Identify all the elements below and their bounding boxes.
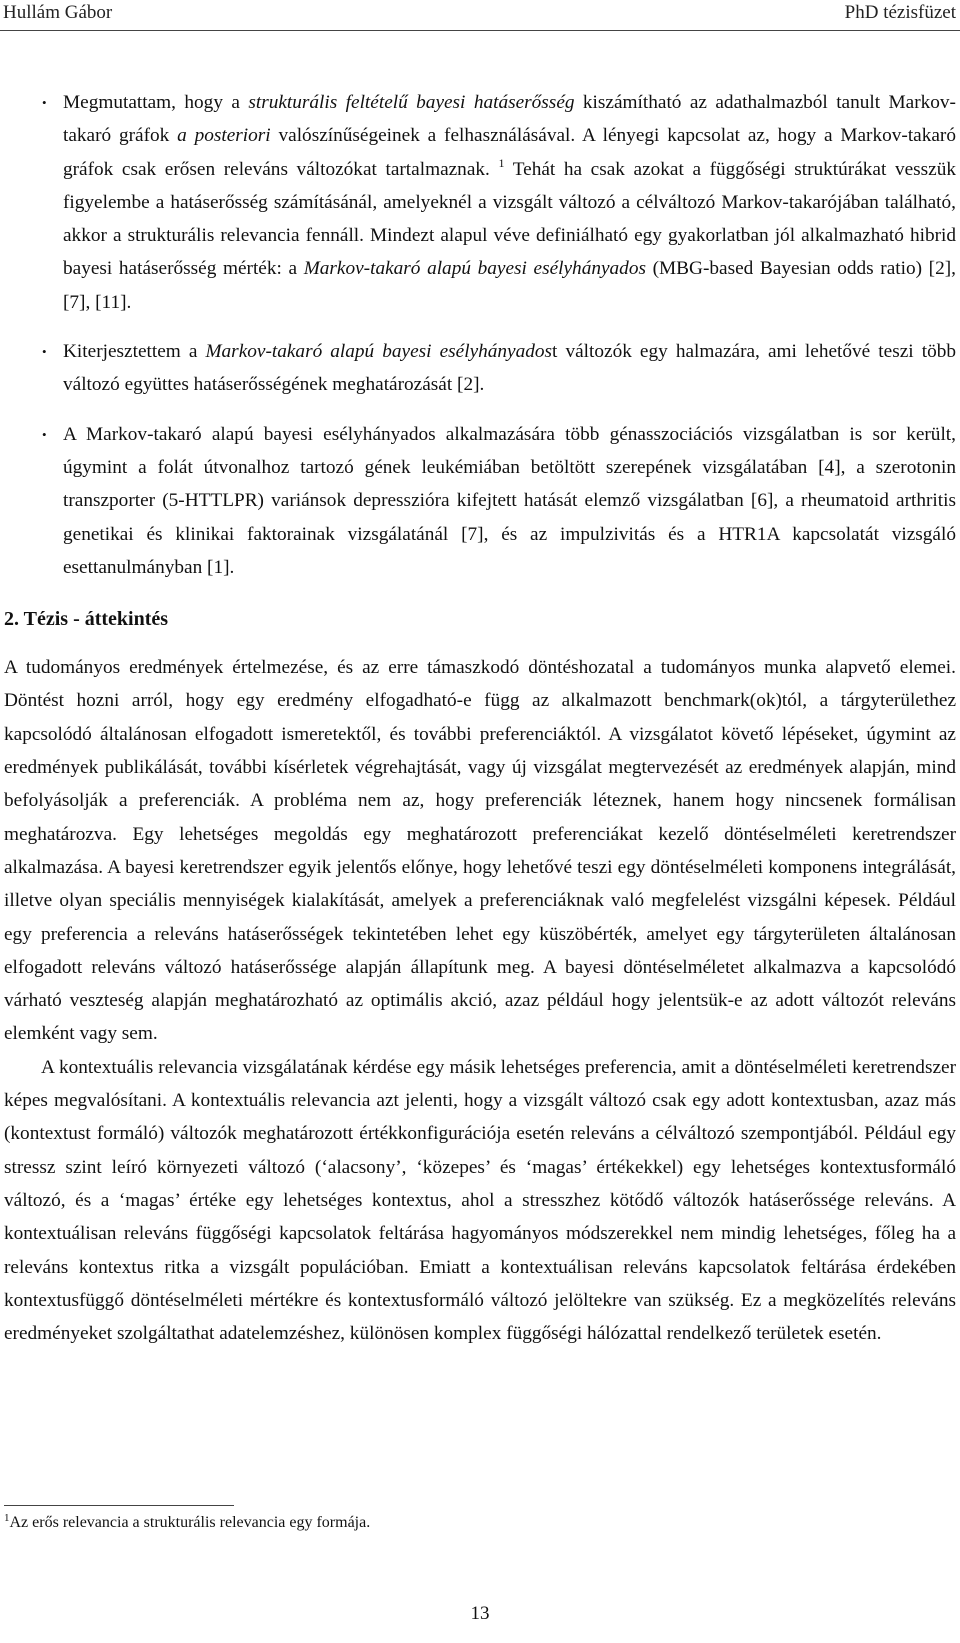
bullet-dot-icon: • [42,426,47,442]
bullet-text: A Markov-takaró alapú bayesi esélyhányados alkalmazására több génasszociációs vizsgálatban is sor került, úgymint a folát útvonalhoz tartozó gének leukémiában betöltött szerepének vizsgálatában [4], a szerotonin transzporter (5-HTTLPR) variánsok depresszióra kifejtett hatását elemző vizsgálatban [6], a rheumatoid arthritis genetikai és klinikai faktorainak vizsgálatánál [7], és az impulzivitás és a HTR1A kapcsolatát vizsgáló esettanulmányban [1]. [63,423,956,578]
footnote [4,1512,934,1534]
running-head-title: PhD tézisfüzet [844,2,956,23]
bullet-text: Kiterjesztettem a Markov-takaró alapú bayesi esélyhányadost változók egy halmazára, ami lehetővé teszi több változó együttes hatáserősségének meghatározását [2]. [63,341,956,396]
footnote-mark: 1 [4,1512,10,1524]
bullet-item [4,335,956,402]
footnote-reference: 1 [498,155,505,170]
header-rule [0,30,960,31]
running-head [0,2,960,28]
bullet-item [4,86,956,319]
footnote-rule [4,1505,234,1506]
bullet-dot-icon: • [42,344,47,360]
running-head-author: Hullám Gábor [3,2,113,23]
bullet-dot-icon: • [42,95,47,110]
bullet-text: Megmutattam, hogy a strukturális feltételű bayesi hatáserősség kiszámítható az adathalmazból tanult Markov-takaró gráfok a posteriori valószínűségeinek a felhasználásával. A lényegi kapcsolat az, hogy a Markov-takaró gráfok csak erősen releváns változókat tartalmaznak. $^1$ Tehát ha csak azokat a függőségi struktúrákat vesszük figyelembe a hatáserősség számításánál, amelyeknél a vizsgált változó a célváltozó Markov-takarójában található, akkor a strukturális relevancia fennáll. Mindezt alapul véve definiálható egy gyakorlatban jól alkalmazható hibrid bayesi hatáserősség mérték: a Markov-takaró alapú bayesi esélyhányados (MBG-based Bayesian odds ratio) [2], [7], [11]. [63,92,956,313]
body-paragraph: A kontextuális relevancia vizsgálatának kérdése egy másik lehetséges preferencia, amit a döntéselméleti keretrendszer képes megvalósítani. A kontextuális relevancia azt jelenti, hogy a vizsgált változó csak egy adott kontextusban, azaz más (kontextust formáló) változók meghatározott értékkonfigurációja esetén releváns a célváltozó szempontjából. Például egy stressz szint leíró környezeti változó (‘alacsony’, ‘közepes’ és ‘magas’ értékekkel) egy lehetséges kontextusformáló változó, és a ‘magas’ értéke egy lehetséges kontextus, ahol a stresszhez kötődő változók hatáserőssége releváns. A kontextuálisan releváns függőségi kapcsolatok feltárása hagyományos módszerekkel nem mindig lehetséges, főleg ha a releváns kontextus ritka a vizsgált populációban. Emiatt a kontextuálisan releváns kapcsolatok feltárása érdekében kontextusfüggő döntéselméleti mértékre és kontextusformáló változó jelöltekre van szükség. Ez a megközelítés releváns eredményeket szolgáltathat adatelemzéshez, különösen komplex függőségi hálózattal rendelkező területek esetén. [4,1056,956,1345]
page-body [4,86,956,1350]
section-heading: 2. Tézis - áttekintés [4,608,169,631]
footnote-text: Az erős relevancia a strukturális relevancia egy formája. [9,1514,371,1531]
page-number: 13 [470,1603,490,1624]
body-paragraph: A tudományos eredmények értelmezése, és az erre támaszkodó döntéshozatal a tudományos munka alapvető elemei. Döntést hozni arról, hogy egy eredmény elfogadható-e függ az alkalmazott benchmark(ok)tól, a tárgyterülethez kapcsolódó általánosan elfogadott ismeretektől, és további preferenciáktól. A vizsgálatot követő lépéseket, úgymint az eredmények publikálását, további kísérletek végrehajtását, vagy új vizsgálat megtervezését az eredmények alapján, mind befolyásolják a preferenciák. A probléma nem az, hogy preferenciák léteznek, hanem hogy nincsenek formálisan meghatározva. Egy lehetséges megoldás egy meghatározott preferenciákat kezelő döntéselméleti keretrendszer alkalmazása. A bayesi keretrendszer egyik jelentős előnye, hogy lehetővé teszi egy döntéselméleti komponens integrálását, illetve olyan speciális mennyiségek kialakítását, amelyek a preferenciáknak való megfelelést vizsgálni képesek. Például egy preferencia a releváns hatáserősségek tekintetében lehet egy küszöbérték, amelyet egy tárgyterületen általánosan elfogadott releváns változó hatáserőssége alapján állapítunk meg. A bayesi döntéselméletet alkalmazva a kapcsolódó várható veszteség alapján meghatározható az optimális akció, azaz például hogy jelentsük-e az adott változót releváns elemként vagy sem. [4,657,956,1045]
bullet-item [4,418,956,584]
thesis-bullet-list [4,86,956,584]
